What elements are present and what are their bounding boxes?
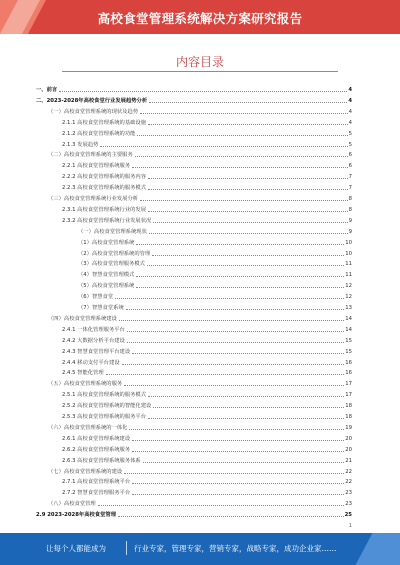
toc-page-number: 18 xyxy=(345,414,352,420)
toc-entry-text: （5）高校食堂管理系统 xyxy=(78,283,135,290)
toc-page-number: 6 xyxy=(348,152,352,159)
toc-entry[interactable] xyxy=(36,159,352,169)
toc-entry[interactable] xyxy=(36,138,352,148)
toc-entry[interactable] xyxy=(36,410,352,420)
toc-entry[interactable] xyxy=(36,366,352,376)
toc-entry-text: 2.1.1 高校食堂管理系统的基础设施 xyxy=(62,119,147,126)
toc-dot-leader xyxy=(115,298,344,299)
toc-page-number: 4 xyxy=(348,119,352,126)
toc-entry-text: 2.6.1 高校食堂管理系统建设 xyxy=(62,435,131,442)
toc-page-number: 16 xyxy=(345,359,352,366)
toc-entry[interactable] xyxy=(36,356,352,366)
toc-entry[interactable] xyxy=(36,94,352,104)
toc-entry[interactable] xyxy=(36,421,352,431)
toc-page-number: 9 xyxy=(348,217,352,224)
toc-entry-text: 2.3.2 高校食堂管理系统行业发展状况 xyxy=(62,217,152,224)
toc-page-number: 13 xyxy=(345,305,352,311)
toc-entry[interactable] xyxy=(36,301,352,311)
toc-page-number: 14 xyxy=(345,315,352,322)
toc-entry-text: 2.4.5 智能化管理 xyxy=(62,370,104,377)
toc-entry-text: （6）智慧食堂 xyxy=(78,294,114,301)
toc-entry-text: 2.9 2023-2028年高校食堂管理 xyxy=(36,512,116,519)
toc-entry-text: 2.3.1 高校食堂管理系统行业的发展 xyxy=(62,206,147,213)
toc-dot-leader xyxy=(127,342,344,343)
toc-entry[interactable] xyxy=(36,312,352,322)
toc-entry-text: （六）高校食堂管理系统的一体化 xyxy=(48,424,128,431)
toc-page-number: 20 xyxy=(345,435,352,442)
toc-page-number: 10 xyxy=(345,239,352,246)
toc-entry[interactable] xyxy=(36,214,352,224)
toc-entry[interactable] xyxy=(36,225,352,235)
toc-page-number: 8 xyxy=(348,206,352,213)
toc-page-number: 19 xyxy=(345,424,352,431)
toc-entry-text: （2）高校食堂管理系统的管理 xyxy=(78,250,151,257)
toc-entry[interactable] xyxy=(36,268,352,278)
toc-entry[interactable] xyxy=(36,192,352,202)
toc-page-number: 4 xyxy=(348,108,352,115)
toc-entry-text: 2.4.4 移动支付平台建设 xyxy=(62,359,120,366)
toc-dot-leader xyxy=(100,146,347,147)
toc-dot-leader xyxy=(140,200,348,201)
toc-dot-leader xyxy=(126,309,345,310)
toc-entry[interactable] xyxy=(36,203,352,213)
toc-entry[interactable] xyxy=(36,105,352,115)
toc-dot-leader xyxy=(149,102,347,103)
toc-dot-leader xyxy=(136,244,344,245)
toc-entry-text: （四）高校食堂管理系统建设 xyxy=(48,315,117,322)
toc-entry-text: （二）高校食堂管理系统的主要服务 xyxy=(48,152,133,159)
toc-page-number: 22 xyxy=(345,468,352,475)
toc-entry[interactable] xyxy=(36,388,352,398)
toc-entry-text: 一、前言 xyxy=(36,87,58,93)
toc-dot-leader xyxy=(148,396,344,397)
toc-dot-leader xyxy=(132,494,344,495)
toc-entry[interactable] xyxy=(36,486,352,496)
toc-entry[interactable] xyxy=(36,127,352,137)
toc-page-number: 12 xyxy=(345,283,352,290)
toc-entry[interactable] xyxy=(36,443,352,453)
footer-divider xyxy=(126,541,127,555)
toc-dot-leader xyxy=(59,91,347,92)
toc-dot-leader xyxy=(140,113,348,114)
toc-page-number: 11 xyxy=(345,272,352,279)
toc-dot-leader xyxy=(132,167,347,168)
toc-dot-leader xyxy=(137,135,347,136)
toc-entry[interactable] xyxy=(36,148,352,158)
toc-entry-text: 2.4.1 一体化管理服务平台 xyxy=(62,326,125,333)
toc-dot-leader xyxy=(149,233,348,234)
toc-dot-leader xyxy=(124,473,344,474)
toc-entry[interactable] xyxy=(36,323,352,333)
toc-page-number: 4 xyxy=(348,97,352,104)
toc-page-number: 10 xyxy=(345,250,352,257)
toc-dot-leader xyxy=(153,222,347,223)
toc-entry-text: 2.1.3 发展趋势 xyxy=(62,141,99,148)
footer-slogan-tail: 行业专家，管理专家，营销专家，战略专家，成功企业家…… xyxy=(134,544,337,553)
toc-dot-leader xyxy=(153,407,344,408)
toc-dot-leader xyxy=(124,385,344,386)
toc-entry-text: 2.1.2 高校食堂管理系统的功能 xyxy=(62,130,136,137)
toc-dot-leader xyxy=(118,516,344,517)
toc-page-number: 17 xyxy=(345,392,352,399)
toc-entry[interactable] xyxy=(36,290,352,300)
toc-entry-text: 2.7.1 高校食堂管理系统平台 xyxy=(62,479,131,486)
toc-page-number: 23 xyxy=(345,501,352,508)
toc-entry[interactable] xyxy=(36,334,352,344)
toc-dot-leader xyxy=(132,451,344,452)
toc-page-number: 25 xyxy=(344,512,352,519)
toc-page-number: 12 xyxy=(345,294,352,301)
toc-title-divider xyxy=(62,71,338,72)
toc-entry-text: （七）高校食堂管理系统的建设 xyxy=(48,468,123,475)
toc-dot-leader xyxy=(127,331,344,332)
page-footer xyxy=(0,533,400,565)
toc-page-number: 18 xyxy=(345,403,352,410)
toc-dot-leader xyxy=(129,429,344,430)
toc-entry[interactable] xyxy=(36,465,352,475)
toc-entry-text: （一）高校食堂管理系统的现状及趋势 xyxy=(48,108,139,115)
toc-entry[interactable] xyxy=(36,345,352,355)
toc-page-number: 4 xyxy=(348,87,352,93)
toc-entry[interactable] xyxy=(36,181,352,191)
toc-page-number: 22 xyxy=(345,479,352,486)
toc-dot-leader xyxy=(152,255,344,256)
page-indicator: 1 xyxy=(348,523,352,529)
toc-dot-leader xyxy=(148,418,344,419)
toc-dot-leader xyxy=(148,124,348,125)
toc-entry-text: （三）高校食堂管理系统行业发展分析 xyxy=(48,196,139,202)
toc-entry[interactable] xyxy=(36,247,352,257)
toc-entry-text: （八）高校食堂管理 xyxy=(48,501,96,508)
toc-page-number: 15 xyxy=(345,348,352,355)
toc-page-number: 5 xyxy=(348,141,352,148)
toc-page-number: 16 xyxy=(345,370,352,377)
toc-entry-text: （一）高校食堂管理系统现状 xyxy=(78,228,147,235)
toc-entry[interactable] xyxy=(36,508,352,518)
toc-dot-leader xyxy=(122,364,345,365)
toc-title: 内容目录 xyxy=(175,55,224,69)
toc-entry-text: 2.6.3 高校食堂管理系统服务体系 xyxy=(62,457,141,464)
toc-entry[interactable] xyxy=(36,257,352,267)
footer-accent-stripe xyxy=(355,533,400,565)
toc-entry-text: 2.5.1 高校食堂管理系统的服务模式 xyxy=(62,392,147,399)
toc-dot-leader xyxy=(132,483,344,484)
toc-dot-leader xyxy=(106,374,345,375)
toc-entry-text: 2.4.3 智慧食堂管理平台建设 xyxy=(62,348,131,355)
toc-page-number: 23 xyxy=(345,490,352,497)
toc-entry[interactable] xyxy=(36,432,352,442)
toc-entry[interactable] xyxy=(36,236,352,246)
toc-entry-text: （1）高校食堂管理系统 xyxy=(78,239,135,246)
toc-dot-leader xyxy=(132,353,344,354)
toc-entry-text: （五）高校食堂管理系统的服务 xyxy=(48,381,123,388)
toc-entry[interactable] xyxy=(36,377,352,387)
toc-entry-text: 2.2.2 高校食堂管理系统的服务内容 xyxy=(62,174,147,181)
toc-entry-text: （4）智慧食堂管理模式 xyxy=(78,272,135,279)
toc-entry-text: （3）高校食堂管理服务模式 xyxy=(78,261,145,268)
toc-page-number: 8 xyxy=(348,196,352,202)
toc-page-number: 20 xyxy=(345,446,352,453)
toc-entry[interactable] xyxy=(36,83,352,93)
toc-page-number: 6 xyxy=(348,163,352,170)
toc-dot-leader xyxy=(143,462,345,463)
toc-page-number: 14 xyxy=(345,326,352,333)
toc-entry-text: 二、2023-2028年高校食堂行业发展趋势分析 xyxy=(36,97,148,104)
toc-entry-text: （7）智慧食堂系统 xyxy=(78,305,124,311)
toc-entry-text: 2.2.1 高校食堂管理系统服务 xyxy=(62,163,131,170)
toc-dot-leader xyxy=(135,156,348,157)
toc-entry[interactable] xyxy=(36,497,352,507)
toc-dot-leader xyxy=(147,265,344,266)
toc-page-number: 21 xyxy=(345,457,352,464)
toc-page-number: 11 xyxy=(345,261,352,268)
toc-entry[interactable] xyxy=(36,475,352,485)
toc-dot-leader xyxy=(136,287,344,288)
toc-dot-leader xyxy=(119,320,344,321)
toc-page-number: 15 xyxy=(345,337,352,344)
footer-slogan-lead: 让每个人都能成为 xyxy=(46,544,106,553)
toc-page-number: 7 xyxy=(348,174,352,181)
toc-entry-text: 2.5.2 高校食堂管理系统的智能化建设 xyxy=(62,403,152,410)
toc-entry[interactable] xyxy=(36,454,352,464)
toc-dot-leader xyxy=(132,440,344,441)
toc-entry-text: 2.6.2 高校食堂管理系统服务 xyxy=(62,446,131,453)
report-title: 高校食堂管理系统解决方案研究报告 xyxy=(97,11,303,26)
toc-entry[interactable] xyxy=(36,116,352,126)
toc-dot-leader xyxy=(98,505,345,506)
toc-page-number: 5 xyxy=(348,130,352,137)
report-header xyxy=(0,0,400,34)
toc-entry[interactable] xyxy=(36,399,352,409)
toc-entry-text: 2.2.3 高校食堂管理系统的服务模式 xyxy=(62,185,147,192)
toc-entry[interactable] xyxy=(36,170,352,180)
toc-page-number: 9 xyxy=(348,228,352,235)
toc-entry-text: 2.5.3 高校食堂管理系统的服务平台 xyxy=(62,414,147,420)
toc-entry[interactable] xyxy=(36,279,352,289)
toc-dot-leader xyxy=(148,211,348,212)
toc-page-number: 7 xyxy=(348,185,352,192)
toc-entry-text: 2.4.2 大数据分析平台建设 xyxy=(62,337,125,344)
toc-dot-leader xyxy=(148,189,348,190)
toc-entry-text: 2.7.2 智慧食堂管理服务平台 xyxy=(62,490,131,497)
toc-dot-leader xyxy=(148,178,348,179)
toc-page-number: 17 xyxy=(345,381,352,388)
toc-dot-leader xyxy=(136,276,344,277)
